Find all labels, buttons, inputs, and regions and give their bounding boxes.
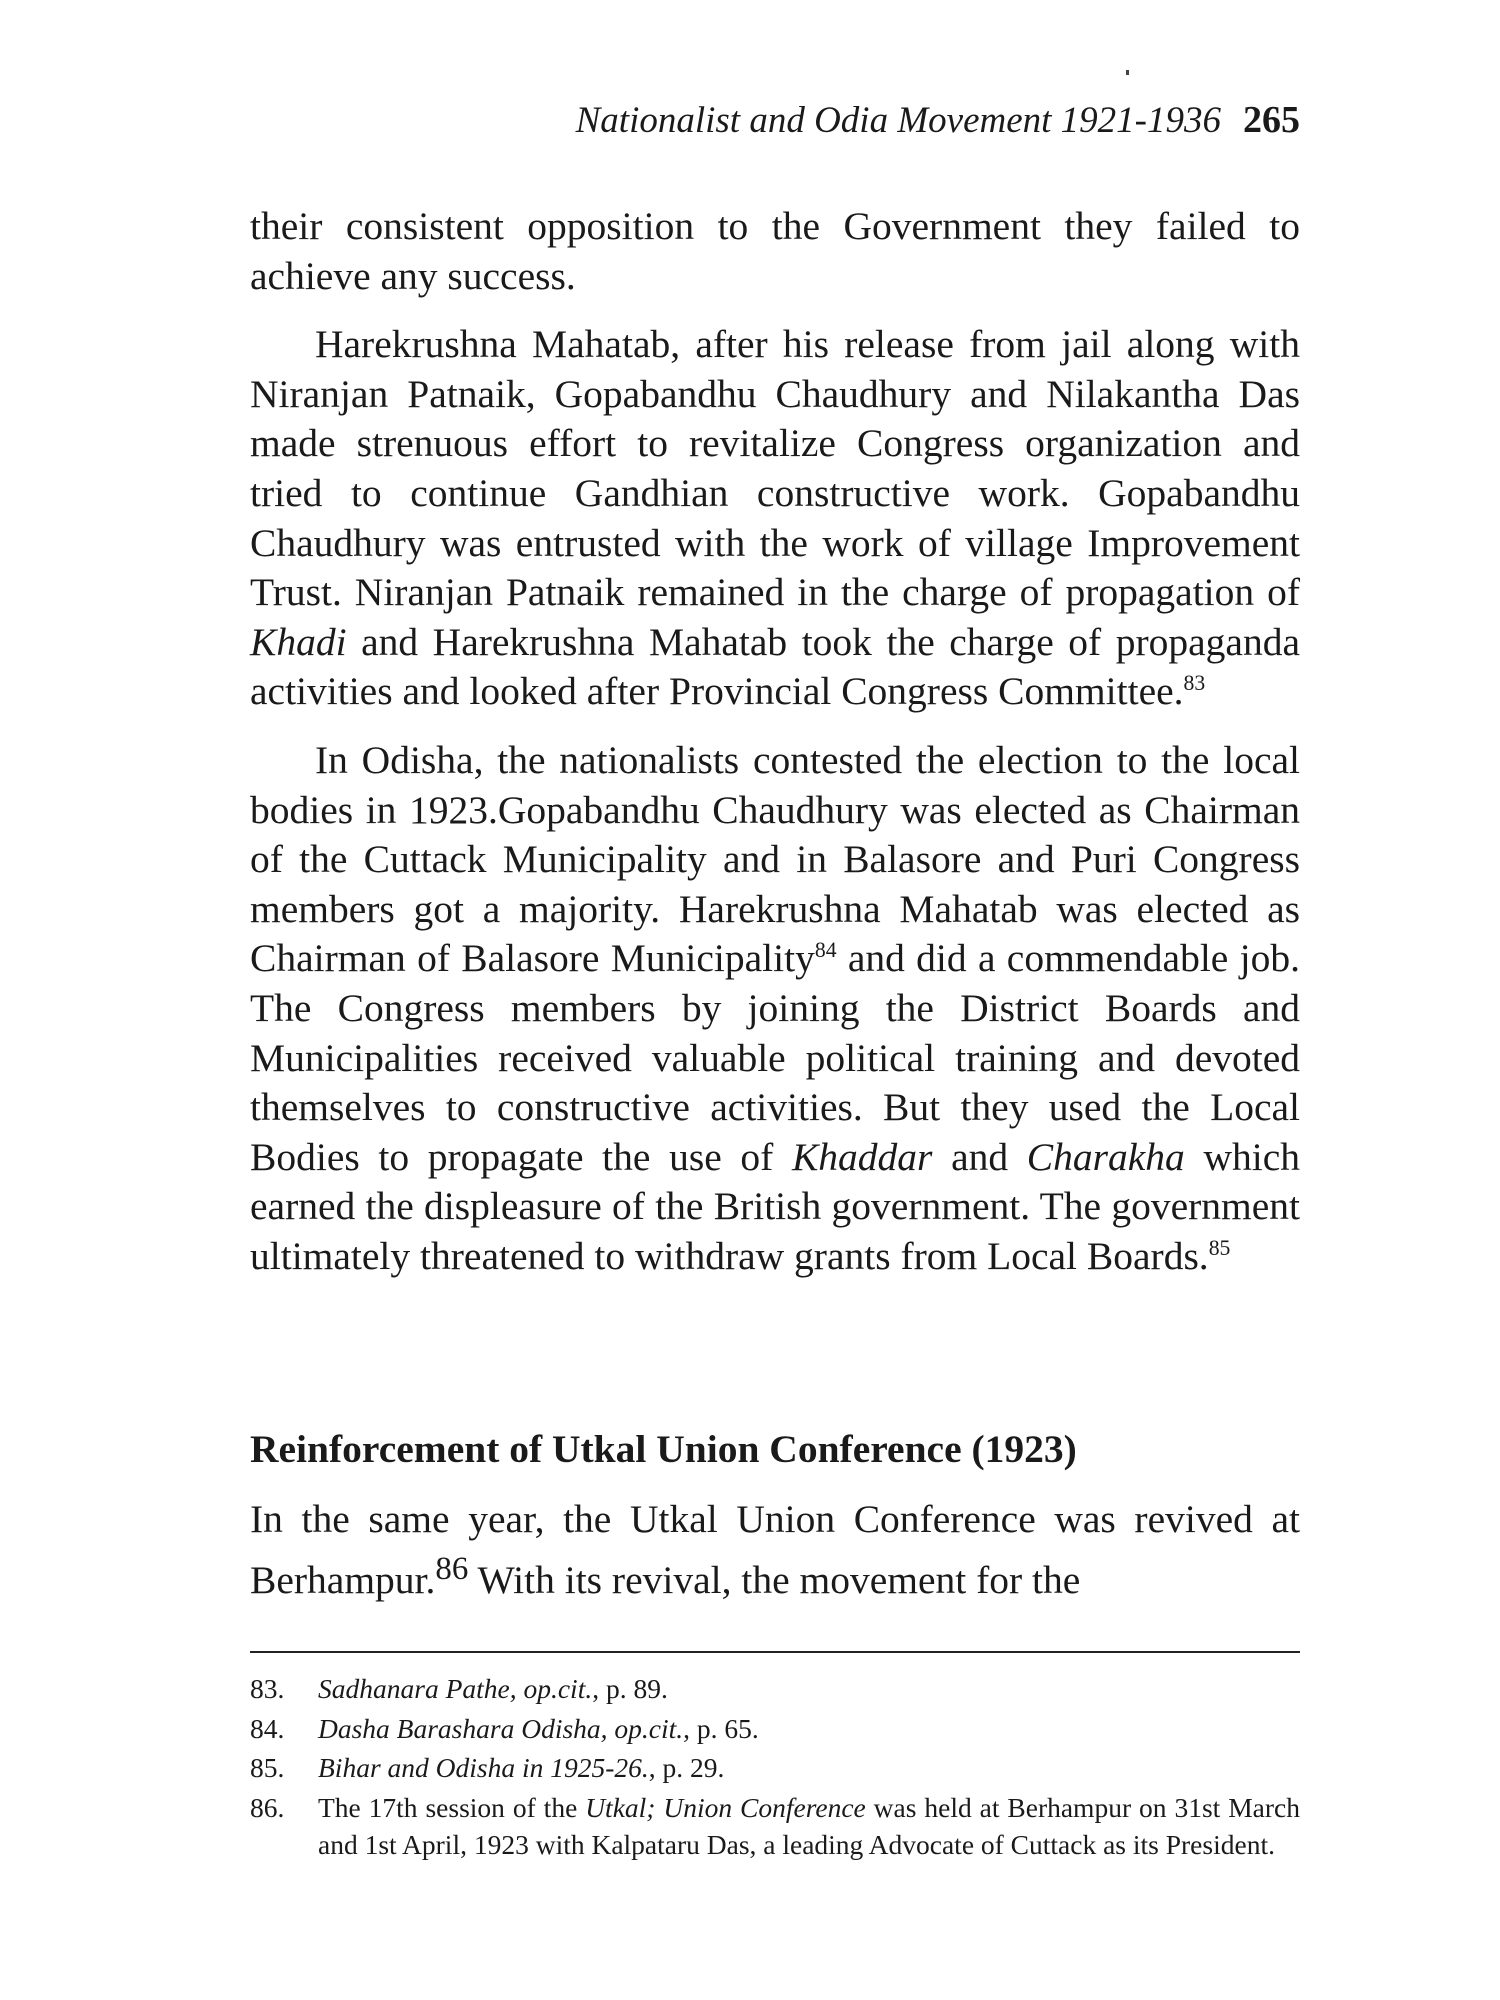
footnote-number: 84. — [250, 1712, 285, 1744]
footnote-body — [318, 1710, 1300, 1748]
running-header — [250, 95, 1300, 146]
footnote-ref-85[interactable]: 85 — [1208, 1235, 1231, 1260]
footnote-number: 85. — [250, 1752, 285, 1783]
italic-term-charakha: Charakha — [1026, 1134, 1185, 1179]
paragraph-local-bodies — [250, 736, 1300, 1282]
footnote-body — [318, 1670, 1300, 1708]
footnote-source-title: Utkal; Union Conference — [585, 1791, 866, 1823]
paragraph-text: their consistent opposition to the Government they failed to achieve any success. — [250, 204, 1300, 298]
paragraph-continuation — [250, 202, 1300, 301]
section-heading: Reinforcement of Utkal Union Conference (1923) — [250, 1427, 1077, 1471]
paragraph-text: and — [932, 1134, 1027, 1179]
footnotes — [250, 1670, 1300, 1866]
footnote-ref-86[interactable]: 86 — [435, 1550, 469, 1587]
footnote-body — [318, 1789, 1300, 1864]
paragraph-text: In the same year, the Utkal Union Conference was revived at Berhampur. — [250, 1497, 1300, 1602]
footnote-text: was held at Berhampur on 31st March and 1st April, 1923 with Kalpataru Das, a leading Advocate of Cuttack as its President. — [318, 1791, 1300, 1860]
footnote-text: , p. 89. — [592, 1673, 668, 1704]
footnote-source-title: Dasha Barashara Odisha, op.cit. — [318, 1712, 684, 1744]
footnote-number: 83. — [250, 1673, 285, 1704]
footnote-ref-83[interactable]: 83 — [1183, 671, 1206, 696]
italic-term-khadi: Khadi — [250, 619, 347, 664]
paragraph-text: and Harekrushna Mahatab took the charge of propaganda activities and looked after Provincial Congress Committee. — [250, 619, 1300, 714]
footnote-83 — [250, 1670, 1300, 1708]
footnote-86 — [250, 1789, 1300, 1864]
paragraph-text: With its revival, the movement for the — [468, 1557, 1081, 1602]
paragraph-mahatab-release — [250, 320, 1300, 717]
section-text — [250, 1495, 1300, 1605]
footnote-text: The 17th session of the — [318, 1791, 586, 1823]
scan-speck — [1126, 70, 1129, 75]
page-number: 265 — [1243, 99, 1300, 141]
paragraph-text: and did a commendable job. The Congress members by joining the District Boards and Municipalities received valuable political training and devoted themselves to constructive activities. But they used the Local Bodies to propagate the use of — [250, 936, 1300, 1179]
footnote-body — [318, 1749, 1300, 1787]
main-text — [250, 202, 1300, 1300]
paragraph-text: Harekrushna Mahatab, after his release from jail along with Niranjan Patnaik, Gopabandhu Chaudhury and Nilakantha Das made strenuous effort to revitalize Congress organization and tried to continue Gandhian constructive work. Gopabandhu Chaudhury was entrusted with the work of village Improvement Trust. Niranjan Patnaik remained in the charge of propagation of — [250, 322, 1300, 615]
footnote-divider — [250, 1651, 1300, 1653]
footnote-85 — [250, 1749, 1300, 1787]
footnote-ref-84[interactable]: 84 — [814, 938, 837, 963]
footnote-source-title: Bihar and Odisha in 1925-26. — [318, 1752, 649, 1783]
footnote-text: , p. 65. — [683, 1712, 759, 1744]
paragraph-text: which earned the displeasure of the British government. The government ultimately threatened to withdraw grants from Local Boards. — [250, 1134, 1300, 1278]
footnote-number: 86. — [250, 1791, 285, 1823]
italic-term-khaddar: Khaddar — [791, 1134, 933, 1179]
footnote-text: , p. 29. — [648, 1752, 725, 1783]
footnote-source-title: Sadhanara Pathe, op.cit. — [318, 1673, 593, 1704]
paragraph-utkal-union — [250, 1495, 1300, 1605]
paragraph-text: In Odisha, the nationalists contested the election to the local bodies in 1923.Gopabandhu Chaudhury was elected as Chairman of the Cuttack Municipality and in Balasore and Puri Congress members got a majority. Harekrushna Mahatab was elected as Chairman of Balasore Municipality — [250, 737, 1300, 981]
footnote-84 — [250, 1710, 1300, 1748]
running-title: Nationalist and Odia Movement 1921-1936 — [575, 100, 1221, 141]
